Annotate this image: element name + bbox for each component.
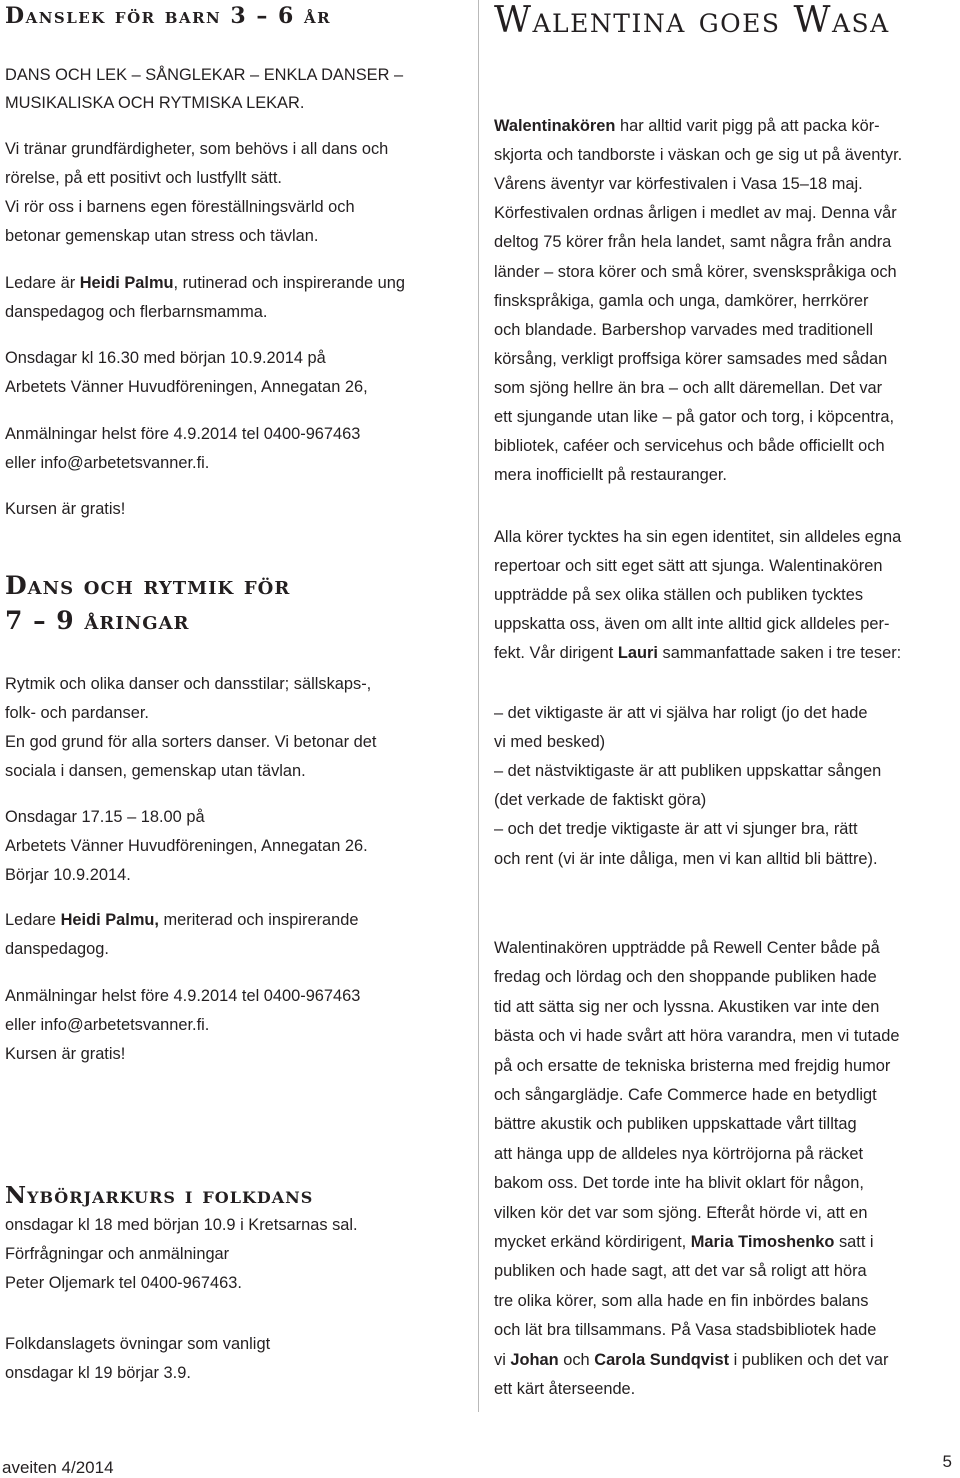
desc2-line-4: sociala i dansen, gemenskap utan tävlan.	[5, 762, 306, 780]
article-p2-line-3	[494, 581, 863, 610]
article-p1-line-3	[494, 170, 863, 199]
article-p3-line-6: och rent (vi är inte dåliga, men vi kan alltid bli bättre).	[494, 849, 878, 868]
text-run: Walentinakören uppträdde på Rewell Center både på	[494, 939, 880, 957]
text-run: mycket erkänd kördirigent,	[494, 1233, 691, 1251]
article-p1-line-11	[494, 403, 894, 432]
text-run: och	[558, 1350, 595, 1369]
signup2-line-3: Kursen är gratis!	[5, 1045, 126, 1063]
heading-walentina: Walentina goes Wasa	[494, 0, 890, 41]
article-p2-line-4	[494, 610, 889, 639]
leader2-line-1: Ledare Heidi Palmu, meriterad och inspirerande	[5, 911, 359, 929]
leader1-name: Heidi Palmu	[79, 274, 174, 292]
signup1-line-2: eller info@arbetetsvanner.fi.	[5, 454, 210, 472]
article-p1-line-7	[494, 287, 868, 316]
text-run: uppskatta oss, även om allt inte alltid gick alldeles per-	[494, 615, 890, 634]
bold-name: Johan	[510, 1350, 559, 1369]
bold-name: Maria Timoshenko	[690, 1233, 835, 1251]
text-run: publiken och hade sagt, att det var så roligt att höra	[494, 1262, 867, 1281]
beginner-line-3: Peter Oljemark tel 0400-967463.	[5, 1274, 242, 1292]
bold-name: Carola Sundqvist	[594, 1350, 730, 1369]
article-p4-line-6	[494, 1081, 877, 1110]
article-p4-line-12	[494, 1257, 867, 1286]
intro-line-3: Vi rör oss i barnens egen föreställningsvärld och	[5, 198, 355, 216]
heading-dans-rytmik-1: Dans och rytmik för	[5, 571, 291, 600]
article-p4-line-13	[494, 1287, 868, 1316]
text-run: tid att sätta sig ner och lyssna. Akustiken var inte den	[494, 997, 880, 1016]
article-p4-line-7	[494, 1110, 857, 1139]
article-p1-line-6	[494, 258, 897, 287]
leader1-line-2: danspedagog och flerbarnsmamma.	[5, 303, 268, 321]
time2-line-2: Arbetets Vänner Huvudföreningen, Annegatan 26.	[5, 837, 368, 855]
article-p1-line-13	[494, 461, 727, 490]
desc2-line-2: folk- och pardanser.	[5, 704, 149, 722]
article-p4-line-9	[494, 1169, 864, 1198]
folk-line-2: onsdagar kl 19 börjar 3.9.	[5, 1364, 191, 1382]
text-run: körsång, verkligt proffsiga körer samsades med sådan	[494, 349, 888, 368]
text-run: Vårens äventyr var körfestivalen i Vasa 15–18 maj.	[494, 175, 863, 194]
article-p1-line-1	[494, 112, 880, 141]
article-p4-line-2	[494, 963, 877, 992]
leader1-line-1: Ledare är Heidi Palmu, rutinerad och inspirerande ung	[5, 274, 405, 292]
article-p3-line-3: – det nästviktigaste är att publiken uppskattar sången	[494, 762, 882, 781]
text-run: skjorta och tandborste i väskan och ge sig ut på äventyr.	[494, 146, 903, 165]
article-p4-line-5	[494, 1052, 890, 1081]
text-run: ett kärt återseende.	[494, 1380, 636, 1398]
intro-line-1: Vi tränar grundfärdigheter, som behövs i all dans och	[5, 140, 389, 158]
publication-footer: aveiten 4/2014	[2, 1458, 114, 1477]
time1-line-1: Onsdagar kl 16.30 med början 10.9.2014 på	[5, 349, 326, 367]
text-run: repertoar och sitt eget sätt att sjunga. Walentinakören	[494, 557, 883, 576]
article-p2-line-5	[494, 639, 901, 668]
text-run: fekt. Vår dirigent	[494, 644, 618, 663]
heading-danslek: Danslek för barn 3 – 6 år	[5, 3, 332, 29]
article-p4-line-1	[494, 934, 880, 963]
article-p3-line-1: – det viktigaste är att vi själva har roligt (jo det hade	[494, 704, 868, 722]
article-p1-line-9	[494, 345, 887, 374]
beginner-line-1: onsdagar kl 18 med början 10.9 i Kretsarnas sal.	[5, 1216, 358, 1234]
article-p4-line-16	[494, 1375, 635, 1404]
text-run: vilken kör det var som sjöng. Efteråt hörde vi, att en	[494, 1203, 868, 1222]
article-p1-line-4	[494, 199, 897, 228]
subtitle-line-2: MUSIKALISKA OCH RYTMISKA LEKAR.	[5, 94, 305, 112]
intro-line-4: betonar gemenskap utan stress och tävlan.	[5, 227, 319, 245]
text-run: bättre akustik och publiken uppskattade vårt tilltag	[494, 1115, 857, 1134]
text-run: länder – stora körer och små körer, svenskspråkiga och	[494, 262, 897, 281]
article-p4-line-8	[494, 1140, 863, 1169]
bold-name: Lauri	[617, 644, 658, 663]
article-p4-line-4	[494, 1022, 899, 1051]
article-p1-line-2	[494, 141, 902, 170]
text-run: Körfestivalen ordnas årligen i medlet av maj. Denna vår	[494, 204, 897, 223]
bold-name: Walentinakören	[494, 117, 616, 135]
article-p2-line-1	[494, 523, 901, 552]
leader2-name: Heidi Palmu,	[60, 911, 159, 929]
time1-line-2: Arbetets Vänner Huvudföreningen, Annegatan 26,	[5, 378, 368, 396]
text-run: vi	[494, 1350, 511, 1369]
heading-nyborjarkurs: Nybörjarkurs i folkdans	[5, 1182, 314, 1209]
signup1-line-1: Anmälningar helst före 4.9.2014 tel 0400-967463	[5, 425, 361, 443]
text-run: och lät bra tillsammans. På Vasa stadsbibliotek hade	[494, 1321, 877, 1340]
desc2-line-3: En god grund för alla sorters danser. Vi betonar det	[5, 733, 377, 751]
time2-line-3: Börjar 10.9.2014.	[5, 866, 131, 884]
text-run: att hänga upp de alldeles nya körtröjorna på räcket	[494, 1144, 864, 1163]
article-p1-line-8	[494, 316, 873, 345]
text-run: fredag och lördag och den shoppande publiken hade	[494, 968, 877, 987]
leader2-line-2: danspedagog.	[5, 940, 109, 958]
time2-line-1: Onsdagar 17.15 – 18.00 på	[5, 808, 205, 826]
text-run: bästa och vi hade svårt att höra varandra, men vi tutade	[494, 1027, 900, 1046]
text-run: Alla körer tycktes ha sin egen identitet, sin alldeles egna	[494, 528, 902, 546]
beginner-line-2: Förfrågningar och anmälningar	[5, 1245, 230, 1263]
article-p4-line-11	[494, 1228, 874, 1257]
article-p1-line-12	[494, 432, 885, 461]
intro-line-2: rörelse, på ett positivt och lustfyllt sätt.	[5, 169, 282, 187]
page-number: 5	[942, 1452, 952, 1471]
text-run: ett sjungande utan like – på gator och torg, i köpcentra,	[494, 408, 895, 426]
article-p1-line-5	[494, 228, 891, 257]
text-run: på och ersatte de tekniska bristerna med frejdig humor	[494, 1056, 891, 1075]
text-run: och sångarglädje. Cafe Commerce hade en betydligt	[494, 1086, 877, 1104]
text-run: tre olika körer, som alla hade en fin inbördes balans	[494, 1291, 869, 1310]
text-run: som sjöng hellre än bra – och allt däremellan. Det var	[494, 378, 883, 397]
text-run: finskspråkiga, gamla och unga, damkörer, herrkörer	[494, 291, 869, 310]
text-run: mera inofficiellt på restauranger.	[494, 466, 727, 485]
text-run: har alltid varit pigg på att packa kör-	[615, 117, 880, 135]
text-run: och blandade. Barbershop varvades med traditionell	[494, 320, 874, 339]
signup2-line-1: Anmälningar helst före 4.9.2014 tel 0400-967463	[5, 987, 361, 1005]
article-p3-line-4: (det verkade de faktiskt göra)	[494, 791, 707, 810]
text-run: bibliotek, caféer och servicehus och både officiellt och	[494, 437, 885, 456]
article-p1-line-10	[494, 374, 882, 403]
article-p4-line-3	[494, 993, 879, 1022]
free1-text: Kursen är gratis!	[5, 500, 126, 518]
text-run: i publiken och det var	[729, 1350, 889, 1369]
text-run: deltog 75 körer från hela landet, samt några från andra	[494, 233, 892, 252]
text-run: bakom oss. Det torde inte ha blivit oklart för någon,	[494, 1174, 864, 1193]
text-run: satt i	[834, 1233, 874, 1251]
subtitle-line-1: DANS OCH LEK – SÅNGLEKAR – ENKLA DANSER –	[5, 66, 404, 84]
column-divider	[478, 0, 479, 1412]
text-run: uppträdde på sex olika ställen och publiken tycktes	[494, 586, 864, 605]
article-p4-line-14	[494, 1316, 876, 1345]
signup2-line-2: eller info@arbetetsvanner.fi.	[5, 1016, 210, 1034]
article-p4-line-10	[494, 1199, 868, 1228]
article-p2-line-2	[494, 552, 882, 581]
article-p3-line-5: – och det tredje viktigaste är att vi sjunger bra, rätt	[494, 820, 858, 839]
text-run: sammanfattade saken i tre teser:	[657, 644, 902, 663]
article-p4-line-15	[494, 1346, 888, 1375]
heading-dans-rytmik-2: 7 – 9 åringar	[5, 606, 190, 635]
article-p3-line-2: vi med besked)	[494, 733, 606, 752]
folk-line-1: Folkdanslagets övningar som vanligt	[5, 1335, 271, 1353]
desc2-line-1: Rytmik och olika danser och dansstilar; sällskaps-,	[5, 675, 372, 693]
